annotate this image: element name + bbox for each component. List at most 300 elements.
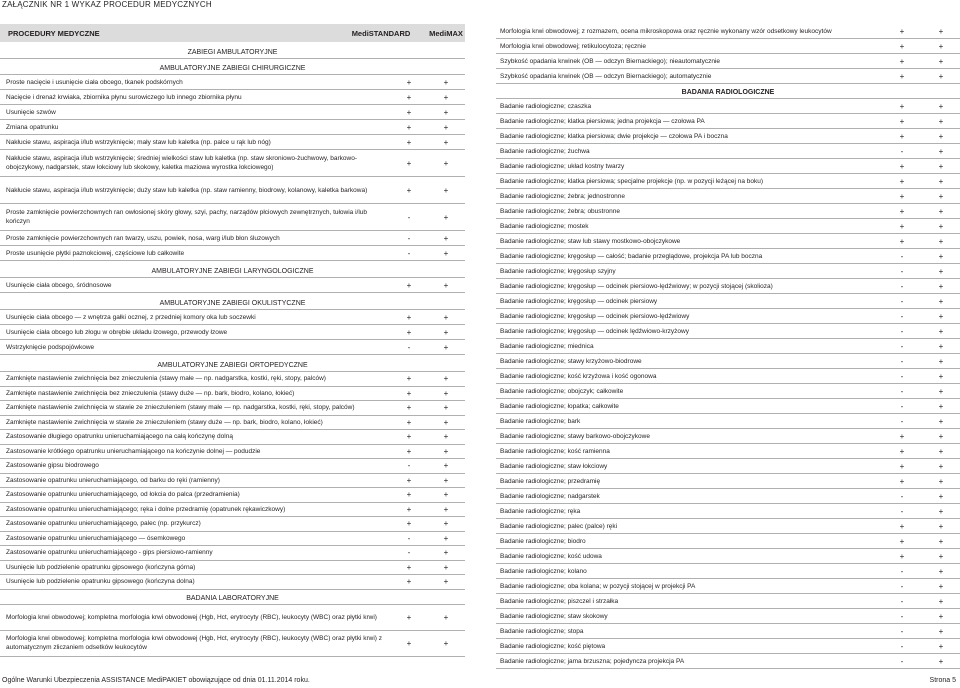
medistandard-value: - [900, 566, 904, 576]
table-row [0, 474, 465, 489]
medimax-value: + [938, 161, 944, 171]
procedure-name: Proste usunięcie płytki paznokciowej, częściowe lub całkowite [6, 249, 185, 257]
medistandard-value: + [899, 236, 905, 246]
table-row [496, 414, 960, 429]
procedure-name: Badanie radiologiczne; stopa [500, 627, 584, 635]
medistandard-value: - [900, 656, 904, 666]
procedure-name: Badanie radiologiczne; piszczel i strzałka [500, 597, 619, 605]
table-row [496, 189, 960, 204]
medistandard-value: + [406, 137, 412, 147]
procedure-name: Badanie radiologiczne; układ kostny twarzy [500, 162, 625, 170]
procedure-name: Zastosowanie opatrunku unieruchamiającego, od łokcia do palca (przedramienia) [6, 491, 240, 499]
medistandard-value: + [899, 446, 905, 456]
medimax-value: + [443, 158, 449, 168]
table-row [0, 401, 465, 416]
right-table-body [496, 24, 960, 669]
medistandard-value: - [900, 581, 904, 591]
table-row [496, 339, 960, 354]
procedure-name: Zastosowanie opatrunku unieruchamiającego - gips piersiowo-ramienny [6, 549, 213, 557]
medistandard-value: - [900, 311, 904, 321]
medimax-value: + [443, 548, 449, 558]
medimax-value: + [443, 185, 449, 195]
medimax-value: + [938, 26, 944, 36]
table-row [496, 504, 960, 519]
medimax-value: + [443, 388, 449, 398]
medimax-value: + [938, 341, 944, 351]
procedure-name: Badanie radiologiczne; przedramię [500, 477, 601, 485]
procedure-name: Badanie radiologiczne; kręgosłup — całość; badanie przeglądowe, projekcja PA lub boczna [500, 252, 763, 260]
procedure-name: Zamknięte nastawienie zwichnięcia bez znieczulenia (stawy małe — np. nadgarstka, kostki, ręki, stopy, palców) [6, 375, 326, 383]
procedure-name: Badanie radiologiczne; ręka [500, 507, 581, 515]
medimax-value: + [938, 641, 944, 651]
table-row [496, 114, 960, 129]
procedure-name: Badanie radiologiczne; bark [500, 417, 581, 425]
medimax-value: + [938, 326, 944, 336]
table-row [0, 517, 465, 532]
medistandard-value: - [407, 533, 411, 543]
medimax-value: + [938, 71, 944, 81]
procedure-name: Badanie radiologiczne; staw skokowy [500, 612, 608, 620]
procedure-name: Proste nacięcie i usunięcie ciała obcego, tkanek podskórnych [6, 78, 183, 86]
medimax-value: + [938, 596, 944, 606]
medistandard-value: - [900, 491, 904, 501]
procedure-name: Nakłucie stawu, aspiracja i/lub wstrzyknięcie; duży staw lub kaletka (np. staw ramienny, biodrowy, kolanowy, kaletka barkowa) [6, 186, 368, 194]
procedure-name: Proste zamknięcie powierzchownych ran owłosionej skóry głowy, szyi, pachy, narządów płciowych zewnętrznych, tułowia i/lub kończyn [6, 209, 368, 225]
medimax-value: + [443, 327, 449, 337]
medimax-value: + [938, 311, 944, 321]
table-row [0, 605, 465, 631]
procedure-name: Proste zamknięcie powierzchownych ran twarzy, uszu, powiek, nosa, warg i/lub błon śluzowych [6, 234, 280, 242]
medistandard-value: + [406, 388, 412, 398]
medimax-value: + [443, 342, 449, 352]
table-row [496, 279, 960, 294]
medistandard-value: + [406, 374, 412, 384]
table-row [0, 231, 465, 246]
medistandard-value: + [899, 26, 905, 36]
medimax-value: + [443, 280, 449, 290]
medimax-value: + [938, 176, 944, 186]
medimax-value: + [938, 131, 944, 141]
procedure-name: Zastosowanie gipsu biodrowego [6, 462, 99, 470]
medimax-value: + [938, 581, 944, 591]
procedure-name: Usunięcie lub podzielenie opatrunku gipsowego (kończyna dolna) [6, 578, 195, 586]
table-row [496, 594, 960, 609]
procedure-name: Badanie radiologiczne; kręgosłup szyjny [500, 267, 616, 275]
medimax-value: + [443, 577, 449, 587]
procedure-name: Zastosowanie długiego opatrunku unieruchamiającego na całą kończynę dolną [6, 433, 233, 441]
medimax-value: + [938, 536, 944, 546]
medimax-value: + [938, 371, 944, 381]
procedure-name: Badanie radiologiczne; klatka piersiowa; specjalne projekcje (np. w pozycji leżącej na boku) [500, 177, 764, 185]
left-procedures-table [0, 24, 465, 657]
medimax-value: + [443, 612, 449, 622]
procedure-name: Szybkość opadania krwinek (OB — odczyn Biernackiego); automatycznie [500, 72, 712, 80]
medistandard-value: + [406, 577, 412, 587]
table-row [496, 54, 960, 69]
table-row [496, 474, 960, 489]
medimax-value: + [443, 490, 449, 500]
procedure-name: Badanie radiologiczne; kość udowa [500, 552, 602, 560]
medistandard-value: + [406, 185, 412, 195]
table-row [496, 519, 960, 534]
table-row [0, 90, 465, 105]
medimax-value: + [938, 266, 944, 276]
medistandard-value: + [899, 41, 905, 51]
medistandard-value: + [899, 131, 905, 141]
medistandard-value: + [406, 562, 412, 572]
medimax-value: + [938, 146, 944, 156]
table-row [496, 159, 960, 174]
table-row [496, 39, 960, 54]
medimax-value: + [938, 491, 944, 501]
table-row [496, 654, 960, 669]
medistandard-value: + [406, 490, 412, 500]
table-row [0, 325, 465, 340]
table-row [0, 488, 465, 503]
medistandard-value: - [900, 266, 904, 276]
medistandard-value: + [406, 77, 412, 87]
medistandard-value: + [899, 551, 905, 561]
procedure-name: Morfologia krwi obwodowej; z rozmazem, ocena mikroskopowa oraz ręcznie wykonany wzór odsetkowy leukocytów [500, 27, 832, 35]
procedure-name: Badanie radiologiczne; mostek [500, 222, 589, 230]
medimax-value: + [443, 417, 449, 427]
table-row [496, 549, 960, 564]
medimax-value: + [938, 431, 944, 441]
table-row [496, 249, 960, 264]
medistandard-value: - [407, 248, 411, 258]
table-row [496, 459, 960, 474]
medimax-value: + [443, 248, 449, 258]
medimax-value: + [938, 401, 944, 411]
header-medimax: MediMAX [429, 28, 463, 38]
medimax-value: + [443, 562, 449, 572]
medistandard-value: + [899, 101, 905, 111]
medistandard-value: + [406, 122, 412, 132]
medistandard-value: - [900, 341, 904, 351]
table-row [496, 624, 960, 639]
table-row [0, 387, 465, 402]
medimax-value: + [938, 386, 944, 396]
medistandard-value: - [900, 296, 904, 306]
procedure-name: Wstrzyknięcie podspojówkowe [6, 343, 95, 351]
medimax-value: + [938, 296, 944, 306]
table-row [0, 75, 465, 90]
procedure-name: Badanie radiologiczne; łopatka; całkowite [500, 402, 619, 410]
section-heading: ZABIEGI AMBULATORYJNE [0, 42, 465, 59]
medistandard-value: - [900, 506, 904, 516]
table-row [0, 561, 465, 576]
procedure-name: Badanie radiologiczne; żuchwa [500, 147, 590, 155]
procedure-name: Badanie radiologiczne; stawy krzyżowo-biodrowe [500, 357, 642, 365]
procedure-name: Morfologia krwi obwodowej; kompletna morfologia krwi obwodowej (Hgb, Hct, erytrocyty (RBC), leukocyty (WBC) oraz płytki krwi) [6, 613, 377, 621]
medistandard-value: + [406, 312, 412, 322]
procedure-name: Usunięcie szwów [6, 108, 56, 116]
medimax-value: + [443, 504, 449, 514]
medistandard-value: - [407, 212, 411, 222]
procedure-name: Badanie radiologiczne; staw lub stawy mostkowo-obojczykowe [500, 237, 681, 245]
medimax-value: + [443, 533, 449, 543]
table-row [0, 120, 465, 135]
medistandard-value: - [900, 356, 904, 366]
table-row [0, 105, 465, 120]
medistandard-value: - [900, 416, 904, 426]
medistandard-value: + [406, 327, 412, 337]
table-row [0, 459, 465, 474]
procedure-name: Usunięcie ciała obcego lub złogu w obrębie układu łzowego, przewody łzowe [6, 328, 228, 336]
medimax-value: + [443, 638, 449, 648]
medimax-value: + [938, 251, 944, 261]
table-row [496, 609, 960, 624]
section-heading: AMBULATORYJNE ZABIEGI OKULISTYCZNE [0, 293, 465, 310]
procedure-name: Badanie radiologiczne; czaszka [500, 102, 592, 110]
procedure-name: Badanie radiologiczne; klatka piersiowa; jedna projekcja — czołowa PA [500, 117, 705, 125]
medimax-value: + [938, 221, 944, 231]
medistandard-value: + [406, 432, 412, 442]
procedure-name: Badanie radiologiczne; kość ramienna [500, 447, 610, 455]
medistandard-value: - [900, 401, 904, 411]
table-row [496, 639, 960, 654]
procedure-name: Nacięcie i drenaż krwiaka, zbiornika płynu surowiczego lub innego zbiornika płynu [6, 93, 242, 101]
medimax-value: + [938, 611, 944, 621]
medistandard-value: + [406, 446, 412, 456]
medistandard-value: + [899, 521, 905, 531]
medistandard-value: + [899, 71, 905, 81]
header-medistandard: MediSTANDARD [351, 28, 411, 38]
medimax-value: + [938, 446, 944, 456]
table-row [0, 445, 465, 460]
medistandard-value: + [899, 176, 905, 186]
medistandard-value: + [406, 638, 412, 648]
page-number: Strona 5 [929, 677, 956, 684]
medimax-value: + [443, 92, 449, 102]
medimax-value: + [443, 446, 449, 456]
procedure-name: Zamknięte nastawienie zwichnięcia w stawie ze znieczuleniem (stawy małe — np. nadgarstka, kostki, ręki, stopy, palców) [6, 404, 355, 412]
table-row [496, 69, 960, 84]
procedure-name: Badanie radiologiczne; kolano [500, 567, 587, 575]
table-row [0, 150, 465, 177]
table-row [496, 204, 960, 219]
medistandard-value: - [900, 596, 904, 606]
table-row [0, 278, 465, 293]
left-table-body [0, 42, 465, 657]
table-row [0, 246, 465, 261]
procedure-name: Morfologia krwi obwodowej; retikulocytoza; ręcznie [500, 42, 646, 50]
medistandard-value: - [900, 281, 904, 291]
medistandard-value: + [899, 221, 905, 231]
medimax-value: + [443, 519, 449, 529]
table-row [496, 369, 960, 384]
medistandard-value: + [406, 475, 412, 485]
medistandard-value: - [900, 251, 904, 261]
procedure-name: Badanie radiologiczne; stawy barkowo-obojczykowe [500, 432, 650, 440]
table-row [496, 99, 960, 114]
medimax-value: + [443, 137, 449, 147]
medistandard-value: + [406, 403, 412, 413]
procedure-name: Usunięcie lub podzielenie opatrunku gipsowego (kończyna górna) [6, 563, 196, 571]
medimax-value: + [443, 475, 449, 485]
medistandard-value: + [406, 280, 412, 290]
medimax-value: + [443, 374, 449, 384]
procedure-name: Badanie radiologiczne; obojczyk; całkowite [500, 387, 624, 395]
medimax-value: + [938, 356, 944, 366]
table-row [0, 340, 465, 355]
table-row [0, 372, 465, 387]
section-heading: AMBULATORYJNE ZABIEGI CHIRURGICZNE [0, 59, 465, 75]
medistandard-value: - [407, 233, 411, 243]
procedure-name: Nakłucie stawu, aspiracja i/lub wstrzyknięcie; mały staw lub kaletka (np. palce u rąk lub nóg) [6, 138, 271, 146]
medistandard-value: - [900, 611, 904, 621]
medistandard-value: + [899, 56, 905, 66]
procedure-name: Nakłucie stawu, aspiracja i/lub wstrzyknięcie; średniej wielkości staw lub kaletka (np. staw skroniowo-żuchwowy, barkowo-obojczykowy, nadgarstek, staw łokciowy lub skokowy, kaletka maziowa wyrostka łokciowego) [6, 155, 358, 171]
medimax-value: + [443, 107, 449, 117]
procedure-name: Badanie radiologiczne; biodro [500, 537, 586, 545]
medimax-value: + [938, 56, 944, 66]
procedure-name: Badanie radiologiczne; oba kolana; w pozycji stojącej w projekcji PA [500, 582, 696, 590]
section-heading: AMBULATORYJNE ZABIEGI ORTOPEDYCZNE [0, 355, 465, 372]
medistandard-value: - [900, 641, 904, 651]
medistandard-value: + [406, 92, 412, 102]
page-title: ZAŁĄCZNIK NR 1 WYKAZ PROCEDUR MEDYCZNYCH [2, 0, 212, 9]
medistandard-value: + [899, 191, 905, 201]
medimax-value: + [938, 236, 944, 246]
procedure-name: Szybkość opadania krwinek (OB — odczyn Biernackiego); nieautomatycznie [500, 57, 721, 65]
table-row [496, 309, 960, 324]
table-row [0, 631, 465, 657]
medimax-value: + [938, 566, 944, 576]
table-row [496, 294, 960, 309]
procedure-name: Zamknięte nastawienie zwichnięcia bez znieczulenia (stawy duże — np. bark, biodro, kolano, łokieć) [6, 389, 295, 397]
medistandard-value: + [899, 461, 905, 471]
medimax-value: + [938, 416, 944, 426]
medimax-value: + [938, 101, 944, 111]
medimax-value: + [938, 281, 944, 291]
procedure-name: Zastosowanie opatrunku unieruchamiającego, palec (np. przykurcz) [6, 520, 201, 528]
table-row [496, 384, 960, 399]
procedure-name: Badanie radiologiczne; palec (palce) ręki [500, 522, 618, 530]
procedure-name: Badanie radiologiczne; żebra; obustronne [500, 207, 620, 215]
procedure-name: Zmiana opatrunku [6, 123, 59, 131]
table-row [496, 219, 960, 234]
table-row [496, 579, 960, 594]
medimax-value: + [938, 116, 944, 126]
medimax-value: + [443, 312, 449, 322]
section-heading: BADANIA RADIOLOGICZNE [496, 84, 960, 99]
medimax-value: + [443, 403, 449, 413]
procedure-name: Badanie radiologiczne; kręgosłup — odcinek piersiowy [500, 297, 658, 305]
medimax-value: + [938, 506, 944, 516]
medimax-value: + [938, 476, 944, 486]
table-row [496, 264, 960, 279]
table-row [496, 129, 960, 144]
procedure-name: Badanie radiologiczne; kość piętowa [500, 642, 606, 650]
table-row [0, 310, 465, 325]
medistandard-value: + [899, 116, 905, 126]
medistandard-value: + [406, 519, 412, 529]
table-row [0, 430, 465, 445]
procedure-name: Zastosowanie krótkiego opatrunku unieruchamiającego na kończynie dolnej — podudzie [6, 447, 261, 455]
table-header [0, 24, 465, 42]
table-row [496, 324, 960, 339]
medistandard-value: + [899, 206, 905, 216]
medistandard-value: - [407, 342, 411, 352]
table-row [496, 234, 960, 249]
medistandard-value: + [899, 476, 905, 486]
procedure-name: Badanie radiologiczne; staw łokciowy [500, 462, 608, 470]
medistandard-value: - [900, 371, 904, 381]
medimax-value: + [443, 461, 449, 471]
table-row [0, 575, 465, 590]
procedure-name: Badanie radiologiczne; żebra; jednostronne [500, 192, 626, 200]
table-row [0, 204, 465, 231]
procedure-name: Badanie radiologiczne; kość krzyżowa i kość ogonowa [500, 372, 657, 380]
medistandard-value: + [899, 161, 905, 171]
medimax-value: + [443, 212, 449, 222]
medistandard-value: + [406, 158, 412, 168]
procedure-name: Zamknięte nastawienie zwichnięcia w stawie ze znieczuleniem (stawy duże — np. bark, biodro, kolano, łokieć) [6, 418, 323, 426]
table-row [496, 399, 960, 414]
table-row [496, 174, 960, 189]
table-row [496, 489, 960, 504]
procedure-name: Zastosowanie opatrunku unieruchamiającego; ręka i dolne przedramię (opatrunek rękawiczkowy) [6, 505, 286, 513]
procedure-name: Badanie radiologiczne; klatka piersiowa; dwie projekcje — czołowa PA i boczna [500, 132, 728, 140]
table-row [496, 564, 960, 579]
medistandard-value: + [899, 431, 905, 441]
table-row [0, 503, 465, 518]
medimax-value: + [938, 206, 944, 216]
procedure-name: Zastosowanie opatrunku unieruchamiającego, od barku do ręki (ramienny) [6, 476, 220, 484]
medistandard-value: + [406, 107, 412, 117]
header-procedures: PROCEDURY MEDYCZNE [8, 28, 100, 38]
medistandard-value: + [406, 417, 412, 427]
procedure-name: Morfologia krwi obwodowej; kompletna morfologia krwi obwodowej (Hgb, Hct, erytrocyty (RBC), leukocyty (WBC) oraz płytki krwi) z automatycznym zliczaniem odsetków leukocytów [6, 635, 383, 651]
medistandard-value: + [899, 536, 905, 546]
procedure-name: Zastosowanie opatrunku unieruchamiającego — ósemkowego [6, 534, 186, 542]
table-row [496, 444, 960, 459]
table-row [0, 177, 465, 204]
right-procedures-table [496, 24, 960, 669]
table-row [496, 354, 960, 369]
medimax-value: + [938, 191, 944, 201]
procedure-name: Badanie radiologiczne; kręgosłup — odcinek piersiowo-lędźwiowy; w pozycji stojącej (skolioza) [500, 282, 773, 290]
procedure-name: Badanie radiologiczne; nadgarstek [500, 492, 600, 500]
medimax-value: + [443, 122, 449, 132]
section-heading: AMBULATORYJNE ZABIEGI LARYNGOLOGICZNE [0, 261, 465, 278]
medimax-value: + [938, 461, 944, 471]
procedure-name: Badanie radiologiczne; miednica [500, 342, 594, 350]
medimax-value: + [938, 521, 944, 531]
procedure-name: Usunięcie ciała obcego — z wnętrza gałki ocznej, z przedniej komory oka lub soczewki [6, 313, 256, 321]
medistandard-value: + [406, 504, 412, 514]
medistandard-value: - [407, 461, 411, 471]
procedure-name: Badanie radiologiczne; jama brzuszna; pojedyncza projekcja PA [500, 657, 685, 665]
section-heading: BADANIA LABORATORYJNE [0, 590, 465, 605]
table-row [0, 135, 465, 150]
table-row [496, 534, 960, 549]
table-row [0, 546, 465, 561]
table-row [0, 532, 465, 547]
medimax-value: + [443, 233, 449, 243]
procedure-name: Badanie radiologiczne; kręgosłup — odcinek lędźwiowo-krzyżowy [500, 327, 689, 335]
table-row [496, 144, 960, 159]
medistandard-value: - [900, 386, 904, 396]
medimax-value: + [938, 656, 944, 666]
medistandard-value: - [900, 146, 904, 156]
medimax-value: + [443, 77, 449, 87]
medimax-value: + [938, 626, 944, 636]
medistandard-value: - [900, 626, 904, 636]
table-row [0, 416, 465, 431]
procedure-name: Usunięcie ciała obcego, śródnosowe [6, 281, 112, 289]
